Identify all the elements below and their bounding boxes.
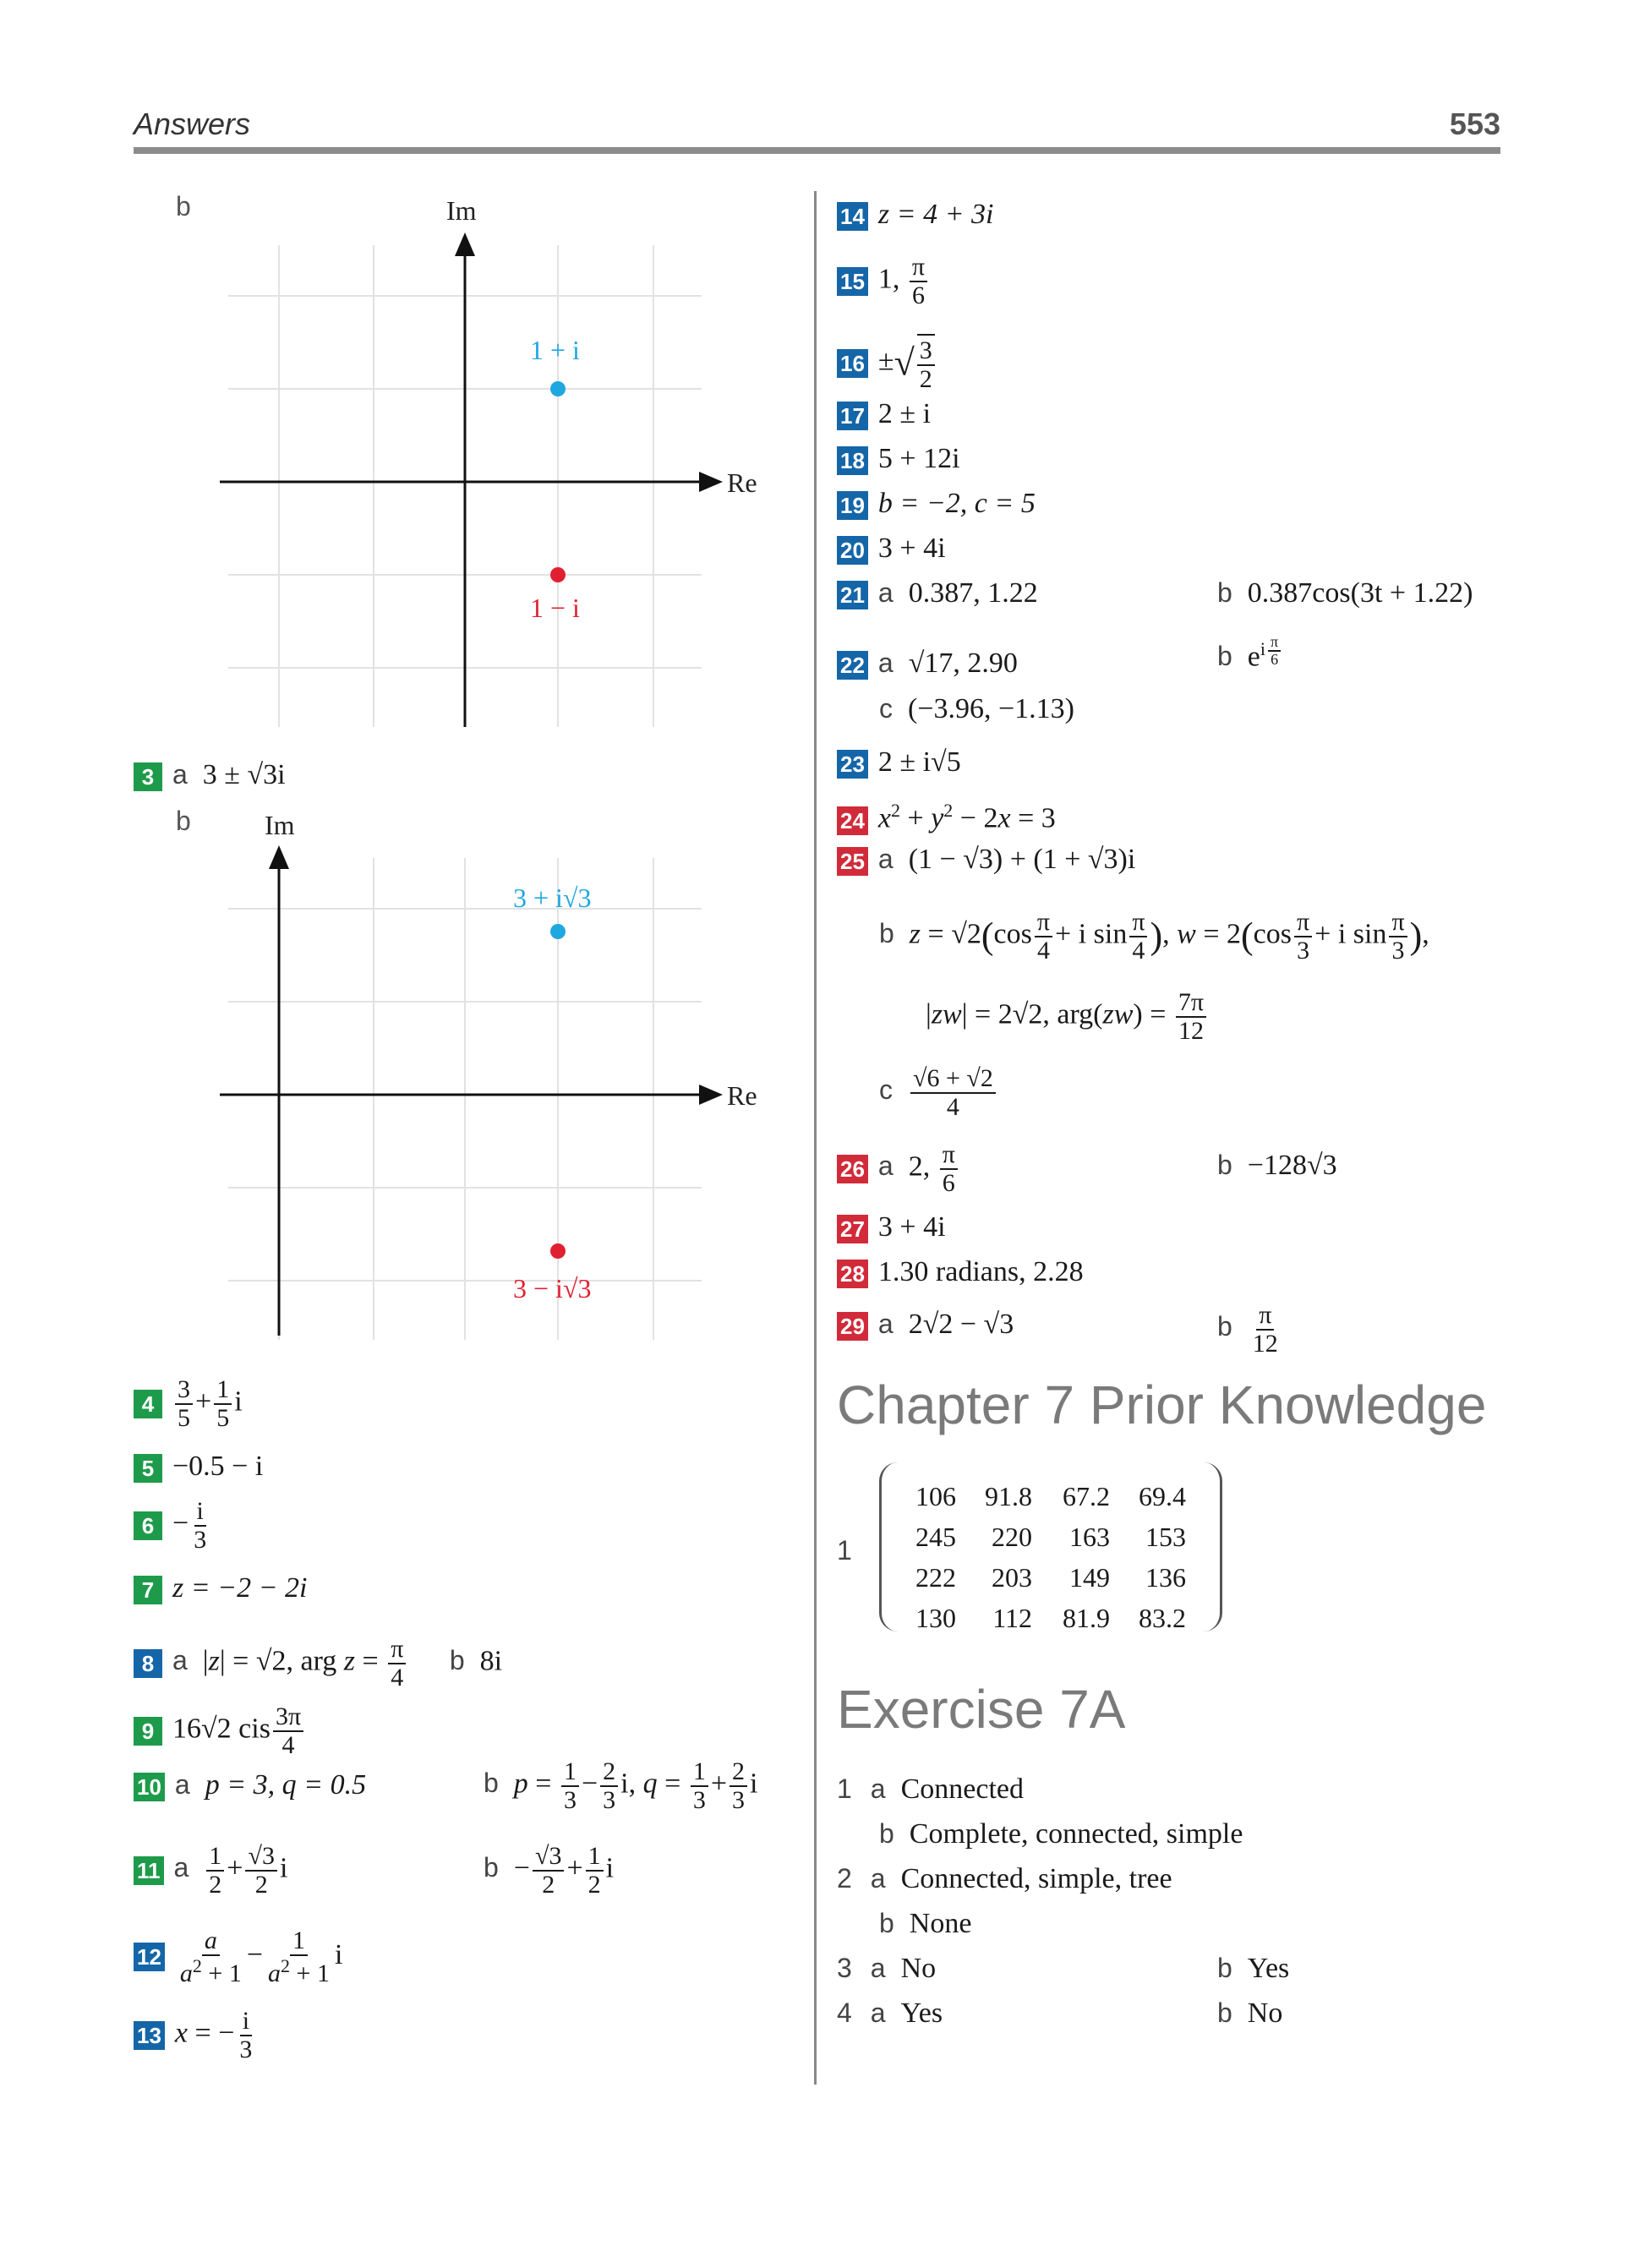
label-3-minus-i-root3: 3 − i√3 bbox=[513, 1273, 592, 1303]
q15-line: 15 1, $\frac{\pi}{6}$ bbox=[837, 254, 930, 309]
matrix-cell: 69.4 bbox=[1139, 1481, 1186, 1511]
matrix-cell: 106 bbox=[915, 1481, 956, 1511]
matrix-cell: 222 bbox=[915, 1562, 956, 1593]
label-3-plus-i-root3: 3 + i√3 bbox=[513, 883, 592, 913]
q3b-label: b bbox=[176, 806, 191, 836]
q5-line: 5 −0.5 − i bbox=[134, 1452, 263, 1483]
q10-line: 10 a p = 3, q = 0.5 bbox=[134, 1771, 366, 1801]
q29b: b $\frac{\pi}{12}$ bbox=[1217, 1301, 1278, 1358]
q21-line: 21 a 0.387, 1.22 bbox=[837, 579, 1038, 609]
ex7a-q1: 1 a Connected bbox=[837, 1773, 1024, 1805]
label-1-plus-i: 1 + i bbox=[530, 335, 580, 365]
matrix-cell: 149 bbox=[1069, 1562, 1110, 1593]
q26b: b −128√3 bbox=[1217, 1150, 1337, 1181]
q22b: b $e^{i \frac{\pi}{6}}$ bbox=[1217, 634, 1283, 671]
matrix-cell: 81.9 bbox=[1063, 1603, 1110, 1633]
exercise-heading: Exercise 7A bbox=[837, 1679, 1126, 1740]
q22c: c (−3.96, −1.13) bbox=[879, 693, 1074, 724]
matrix-cell: 91.8 bbox=[985, 1481, 1032, 1511]
header-rule bbox=[134, 147, 1500, 154]
q25-line: 25 a (1 − √3) + (1 + √3)i bbox=[837, 845, 1135, 876]
q19-line: 19 b = −2, c = 5 bbox=[837, 489, 1036, 520]
q25b: b z = √2(cos $\frac{\pi}{4}$ + i sin $\frac{\pi}{4}$ ), w = 2(cos $\frac{\pi}{3}$ + i sin $\frac{\pi}{3}$ ), bbox=[879, 908, 1429, 965]
argand-diagram-1 bbox=[216, 190, 773, 731]
ex7a-q4: 4 a Yes bbox=[837, 1997, 943, 2029]
ex7a-q4b: b No bbox=[1217, 1997, 1283, 2029]
ex7a-q2: 2 a Connected, simple, tree bbox=[837, 1863, 1172, 1894]
matrix-cell: 67.2 bbox=[1063, 1481, 1110, 1511]
q13-line: 13 x = − $\frac{i}{3}$ bbox=[134, 2008, 257, 2063]
q11b: b − $\frac{√3}{2}$ + $\frac{1}{2}$ i bbox=[484, 1842, 615, 1899]
q3-line: 3 a 3 ± √3i bbox=[134, 761, 286, 791]
q9-line: 9 16√2 cis $\frac{3\pi}{4}$ bbox=[134, 1703, 306, 1758]
running-header: Answers bbox=[134, 107, 251, 141]
ex7a-q2b: b None bbox=[879, 1908, 972, 1939]
re-axis-label: Re bbox=[727, 467, 757, 498]
im-axis-label: Im bbox=[265, 810, 295, 840]
point-3-plus-i-root3 bbox=[550, 924, 566, 939]
matrix-cell: 203 bbox=[992, 1562, 1032, 1593]
ex7a-q3b: b Yes bbox=[1217, 1953, 1290, 1984]
q7-line: 7 z = −2 − 2i bbox=[134, 1574, 308, 1604]
matrix-cell: 83.2 bbox=[1139, 1603, 1186, 1633]
q21b: b 0.387cos(3t + 1.22) bbox=[1217, 577, 1473, 609]
q12-line: 12 $\frac{a}{a^2 + 1}$ − $\frac{1}{a^2 + 1}$ i bbox=[134, 1927, 342, 1987]
point-3-minus-i-root3 bbox=[550, 1243, 566, 1259]
matrix-cell: 136 bbox=[1145, 1562, 1186, 1593]
q28-line: 28 1.30 radians, 2.28 bbox=[837, 1258, 1084, 1288]
q23-line: 23 2 ± i√5 bbox=[837, 748, 961, 779]
q10b: b p = $\frac{1}{3}$ − $\frac{2}{3}$ i, q = $\frac{1}{3}$ + $\frac{2}{3}$ i bbox=[484, 1757, 758, 1814]
q20-line: 20 3 + 4i bbox=[837, 534, 946, 565]
q2b-label: b bbox=[176, 191, 191, 221]
argand-diagram-2 bbox=[216, 803, 773, 1344]
point-1-plus-i bbox=[550, 381, 566, 396]
column-divider bbox=[814, 191, 817, 2085]
q22-line: 22 a √17, 2.90 bbox=[837, 649, 1018, 680]
im-axis-label: Im bbox=[446, 195, 477, 226]
q4-line: 4 $\frac{3}{5}$ + $\frac{1}{5}$ i bbox=[134, 1376, 243, 1431]
matrix-cell: 220 bbox=[992, 1522, 1032, 1552]
q25c: c $\frac{√6 + √2}{4}$ bbox=[879, 1065, 998, 1120]
q26-line: 26 a 2, $\frac{\pi}{6}$ bbox=[837, 1141, 960, 1196]
page-number: 553 bbox=[1449, 107, 1500, 141]
matrix-question-number: 1 bbox=[837, 1535, 852, 1566]
matrix-cell: 163 bbox=[1069, 1522, 1110, 1552]
q18-line: 18 5 + 12i bbox=[837, 445, 960, 475]
q24-line: 24 $x^2 + y^2 - 2x = 3$ bbox=[837, 801, 1056, 835]
matrix-cell: 112 bbox=[992, 1603, 1032, 1633]
point-1-minus-i bbox=[550, 567, 566, 582]
answer-matrix bbox=[879, 1462, 1222, 1631]
chapter-heading: Chapter 7 Prior Knowledge bbox=[837, 1374, 1487, 1435]
ex7a-q3: 3 a No bbox=[837, 1953, 937, 1984]
q14-line: 14 z = 4 + 3i bbox=[837, 200, 994, 231]
q6-line: 6 − $\frac{i}{3}$ bbox=[134, 1498, 211, 1553]
matrix-cell: 130 bbox=[915, 1603, 956, 1633]
q11-line: 11 a $\frac{1}{2}$ + $\frac{√3}{2}$ i bbox=[134, 1843, 287, 1898]
matrix-cell: 153 bbox=[1145, 1522, 1186, 1552]
q8-line: 8 a |z| = √2, arg z = $\frac{\pi}{4}$ b 8i bbox=[134, 1636, 502, 1691]
re-axis-label: Re bbox=[727, 1080, 757, 1111]
q27-line: 27 3 + 4i bbox=[837, 1213, 946, 1243]
q25b-line2: |zw| = 2√2, arg(zw) = $\frac{7\pi}{12}$ bbox=[926, 989, 1209, 1044]
ex7a-q1b: b Complete, connected, simple bbox=[879, 1818, 1243, 1850]
q29-line: 29 a 2√2 − √3 bbox=[837, 1310, 1014, 1341]
matrix-cell: 245 bbox=[915, 1522, 956, 1552]
q17-line: 17 2 ± i bbox=[837, 400, 931, 430]
label-1-minus-i: 1 − i bbox=[530, 593, 580, 623]
q3-number: 3 bbox=[134, 762, 162, 791]
q16-line: 16 ±√ $\frac{3}{2}$ bbox=[837, 334, 937, 392]
